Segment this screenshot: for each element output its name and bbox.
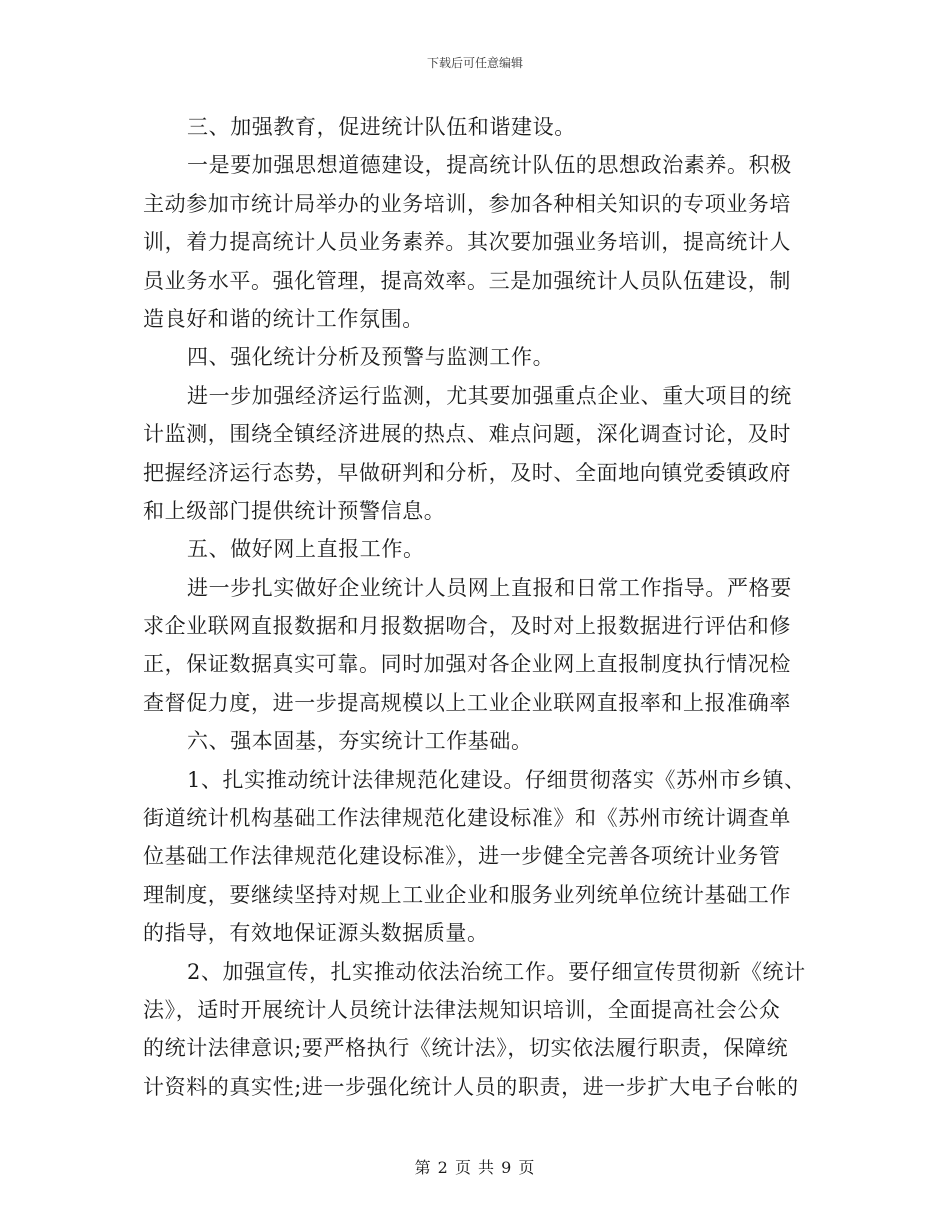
text-line: 求企业联网直报数据和月报数据吻合，及时对上报数据进行评估和修 [143, 614, 791, 639]
text-line: 正，保证数据真实可靠。同时加强对各企业网上直报制度执行情况检 [143, 652, 791, 677]
text-line: 把握经济运行态势，早做研判和分析，及时、全面地向镇党委镇政府 [143, 460, 791, 485]
text-line: 五、做好网上直报工作。 [187, 537, 425, 562]
text-line: 造良好和谐的统计工作氛围。 [143, 306, 424, 331]
text-line: 1、扎实推动统计法律规范化建设。仔细贯彻落实《苏州市乡镇、 [187, 767, 806, 792]
text-line: 六、强本固基，夯实统计工作基础。 [187, 729, 533, 754]
text-line: 计监测，围绕全镇经济进展的热点、难点问题，深化调查讨论，及时 [143, 422, 791, 447]
page-header: 下载后可任意编辑 [426, 56, 523, 70]
text-line: 2、加强宣传，扎实推动依法治统工作。要仔细宣传贯彻新《统计 [187, 959, 806, 984]
text-line: 位基础工作法律规范化建设标准》，进一步健全完善各项统计业务管 [143, 844, 781, 869]
text-line: 理制度，要继续坚持对规上工业企业和服务业列统单位统计基础工作 [143, 882, 791, 907]
page-number-footer: 第 2 页 共 9 页 [414, 1158, 536, 1177]
text-line: 训，着力提高统计人员业务素养。其次要加强业务培训，提高统计人 [143, 230, 791, 255]
text-line: 街道统计机构基础工作法律规范化建设标准》和《苏州市统计调查单 [143, 806, 791, 831]
text-line: 查督促力度，进一步提高规模以上工业企业联网直报率和上报准确率 [143, 690, 791, 715]
text-line: 计资料的真实性;进一步强化统计人员的职责，进一步扩大电子台帐的 [143, 1074, 799, 1099]
text-line: 四、强化统计分析及预警与监测工作。 [187, 345, 555, 370]
text-line: 员业务水平。强化管理，提高效率。三是加强统计人员队伍建设，制 [143, 268, 791, 293]
document-body [143, 108, 806, 1106]
text-line: 三、加强教育，促进统计队伍和谐建设。 [187, 115, 576, 139]
text-line: 主动参加市统计局举办的业务培训，参加各种相关知识的专项业务培 [143, 191, 791, 216]
text-line: 一是要加强思想道德建设，提高统计队伍的思想政治素养。积极 [187, 153, 792, 178]
text-line: 进一步加强经济运行监测，尤其要加强重点企业、重大项目的统 [187, 383, 792, 408]
text-line: 法》，适时开展统计人员统计法律法规知识培训，全面提高社会公众 [143, 997, 781, 1022]
text-line: 和上级部门提供统计预警信息。 [143, 498, 446, 523]
text-line: 的统计法律意识;要严格执行《统计法》，切实依法履行职责，保障统 [143, 1036, 789, 1061]
text-line: 进一步扎实做好企业统计人员网上直报和日常工作指导。严格要 [187, 575, 792, 600]
text-line: 的指导，有效地保证源头数据质量。 [143, 921, 489, 946]
